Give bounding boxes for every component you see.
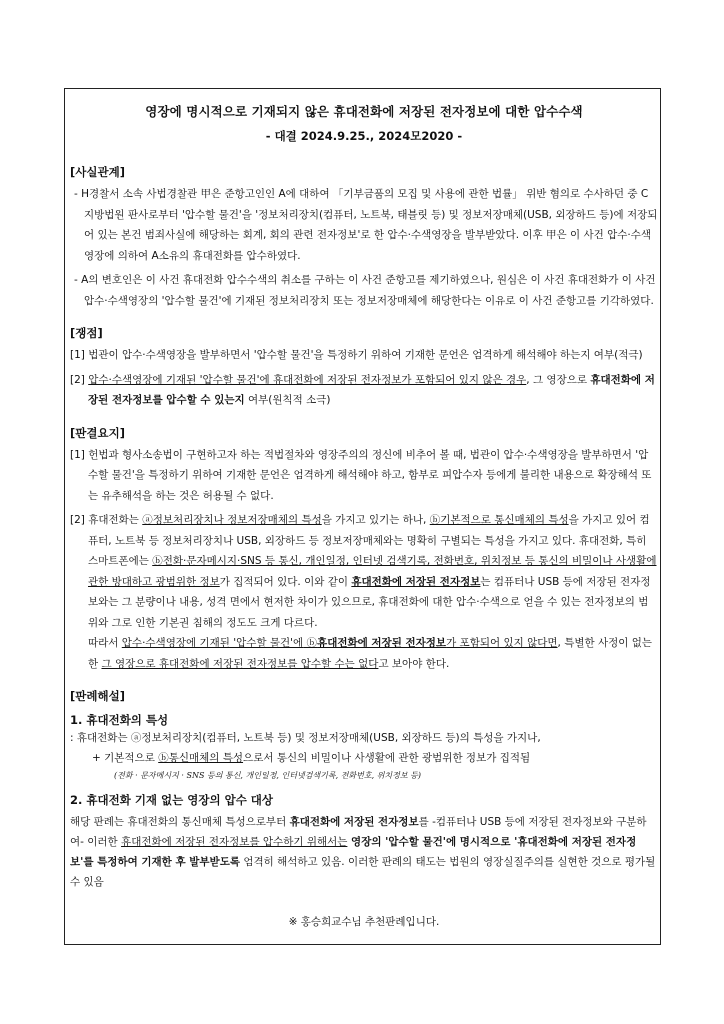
holding-3-underlined-b: 가 포함되어 있지 않다면 [446, 637, 558, 649]
commentary-section-2-body [70, 812, 658, 892]
holding-2-bold: 휴대전화에 저장된 전자정보 [351, 575, 481, 588]
holding-1: [1] 헌법과 형사소송법이 구현하고자 하는 적법절차와 영장주의의 정신에 비추어 볼 때, 법관이 압수·수색영장을 발부하면서 '압수할 물건'을 특정하기 위하여 기재한 문언은 엄격하게 해석해야 하고, 함부로 피압수자 등에게 불리한 내용으로 확장해석 또는 유추해석을 하는 것은 허용될 수 없다. [70, 448, 652, 502]
issue-2-tail: 여부(원칙적 소극) [244, 394, 331, 406]
commentary-section-1-line-2 [70, 748, 658, 768]
holding-3-text-c: 고 보아야 한다. [378, 657, 450, 670]
holding-3-underlined-a: 압수·수색영장에 기재된 '압수할 물건'에 [121, 637, 304, 649]
commentary-line-2-underlined: ⓑ통신매체의 특성 [158, 752, 244, 764]
holding-3 [70, 633, 658, 674]
document-title: 영장에 명시적으로 기재되지 않은 휴대전화에 저장된 전자정보에 대한 압수수색 [145, 104, 583, 119]
issue-2-underlined: 압수·수색영장에 기재된 '압수할 물건'에 휴대전화에 저장된 전자정보가 포함되어 있지 않은 경우 [88, 373, 527, 386]
case-citation: - 대결 2024.9.25., 2024모2020 - [265, 129, 463, 143]
commentary-section-1-line-1: : 휴대전화는 ⓐ정보처리장치(컴퓨터, 노트북 등) 및 정보저장매체(USB, 외장하드 등)의 특성을 가지나, [70, 732, 541, 744]
commentary-heading: [판례해설] [70, 689, 125, 703]
commentary-s2-bold-a: 휴대전화에 저장된 전자정보 [289, 816, 419, 828]
holding-2-underlined-b: ⓑ기본적으로 통신매체의 특성 [429, 514, 569, 526]
commentary-s2-text-a: 해당 판례는 휴대전화의 통신매체 특성으로부터 [70, 816, 290, 828]
holding-2-underlined-a: ⓐ정보처리장치나 정보저장매체의 특성 [142, 514, 322, 526]
commentary-section-2-title: 2. 휴대전화 기재 없는 영장의 압수 대상 [70, 793, 274, 807]
commentary-s2-text-c: 엄격히 해석하고 있음. 이러한 판례의 태도는 법원의 영장실질주의를 실현한 것으로 평가될 수 있음 [70, 856, 656, 888]
issue-2-bold: 휴대전화에 저장된 전자정보를 압수할 수 있는지 [88, 373, 655, 406]
commentary-section-1-title: 1. 휴대전화의 특성 [70, 713, 169, 727]
issue-2-text: , 그 영장으로 [526, 373, 591, 386]
holding-2-text-c: 을 가지고 있어 컴퓨터, 노트북 등 정보처리장치나 USB, 외장하드 등 정보저장매체와는 명확히 구별되는 특성을 가지고 있다. 휴대전화, 특히 스마트폰에는 [88, 514, 650, 567]
facts-heading: [사실관계] [70, 165, 125, 179]
holding-2-text-b: 을 가지고 있기는 하나, [321, 514, 430, 526]
commentary-s2-underlined: 휴대전화에 저장된 전자정보를 압수하기 위해서는 [121, 836, 348, 848]
document-body [70, 96, 658, 929]
holding-heading: [판결요지] [70, 425, 125, 440]
commentary-handwritten-note: (전화 · 문자메시지 · SNS 등의 통신, 개인일정, 인터넷검색기록, 전화번호, 위치정보 등) [114, 771, 421, 780]
commentary-line-2-text-a: + 기본적으로 [92, 752, 159, 764]
holding-3-text-a: 따라서 [88, 637, 122, 649]
holding-3-text-b: , 특별한 사정이 없는 한 [88, 637, 653, 670]
commentary-s2-text-b: 를 -컴퓨터나 USB 등에 저장된 전자정보와 구분하여- 이러한 [70, 816, 647, 848]
commentary-s2-bold-b: 영장의 '압수할 물건'에 명시적으로 '휴대전화에 저장된 전자정보'를 특정하여 기재한 후 발부받도록 [70, 836, 637, 868]
issues-heading: [쟁점] [70, 326, 103, 340]
issue-2 [70, 370, 658, 411]
holding-2-text-d: 가 집적되어 있다. 이와 같이 [219, 575, 352, 588]
issue-2-num: [2] [70, 373, 89, 386]
facts-paragraph-2: - A의 변호인은 이 사건 휴대전화 압수수색의 취소를 구하는 이 사건 준항고를 제기하였으나, 원심은 이 사건 휴대전화가 이 사건 압수·수색영장의 '압수할 물건'에 기재된 정보처리장치 또는 정보저장매체에 해당한다는 이유로 이 사건 준항고를 기각하였다. [74, 274, 656, 307]
holding-2-text-a: [2] 휴대전화는 [70, 514, 143, 526]
issue-1: [1] 법관이 압수·수색영장을 발부하면서 '압수할 물건'을 특정하기 위하여 기재한 문언은 엄격하게 해석해야 하는지 여부(적극) [70, 349, 643, 361]
footer-note: ※ 홍승희교수님 추천판례입니다. [288, 916, 440, 928]
holding-3-bold: 휴대전화에 저장된 전자정보 [317, 637, 447, 649]
holding-3-marker: ⓑ [303, 637, 318, 649]
holding-2 [70, 510, 658, 633]
commentary-line-2-text-b: 으로서 통신의 비밀이나 사생활에 관한 광범위한 정보가 집적됨 [243, 752, 531, 764]
holding-3-underlined-c: 그 영장으로 휴대전화에 저장된 전자정보를 압수할 수는 없다 [101, 657, 379, 670]
holding-2-underlined-c: ⓑ전화·문자메시지·SNS 등 통신, 개인일정, 인터넷 검색기록, 전화번호, 위치정보 등 통신의 비밀이나 사생활에 관한 방대하고 광범위한 정보 [88, 555, 657, 588]
holding-2-text-e: 는 컴퓨터나 USB 등에 저장된 전자정보와는 그 분량이나 내용, 성격 면에서 현저한 차이가 있으므로, 휴대전화에 대한 압수·수색으로 얻을 수 있는 전자정보의 범위와 그로 인한 기본권 침해의 정도도 크게 다르다. [88, 575, 651, 629]
facts-paragraph-1: - H경찰서 소속 사법경찰관 甲은 준항고인인 A에 대하여 「기부금품의 모집 및 사용에 관한 법률」 위반 혐의로 수사하던 중 C지방법원 판사로부터 '압수할 물건'을 '정보처리장치(컴퓨터, 노트북, 태블릿 등) 및 정보저장매체(USB, 외장하드 등)에 저장되어 있는 본건 범죄사실에 해당하는 회계, 회의 관련 전자정보'로 한 압수·수색영장을 발부받았다. 이후 甲은 이 사건 압수·수색영장에 의하여 A소유의 휴대전화를 압수하였다. [74, 188, 658, 262]
